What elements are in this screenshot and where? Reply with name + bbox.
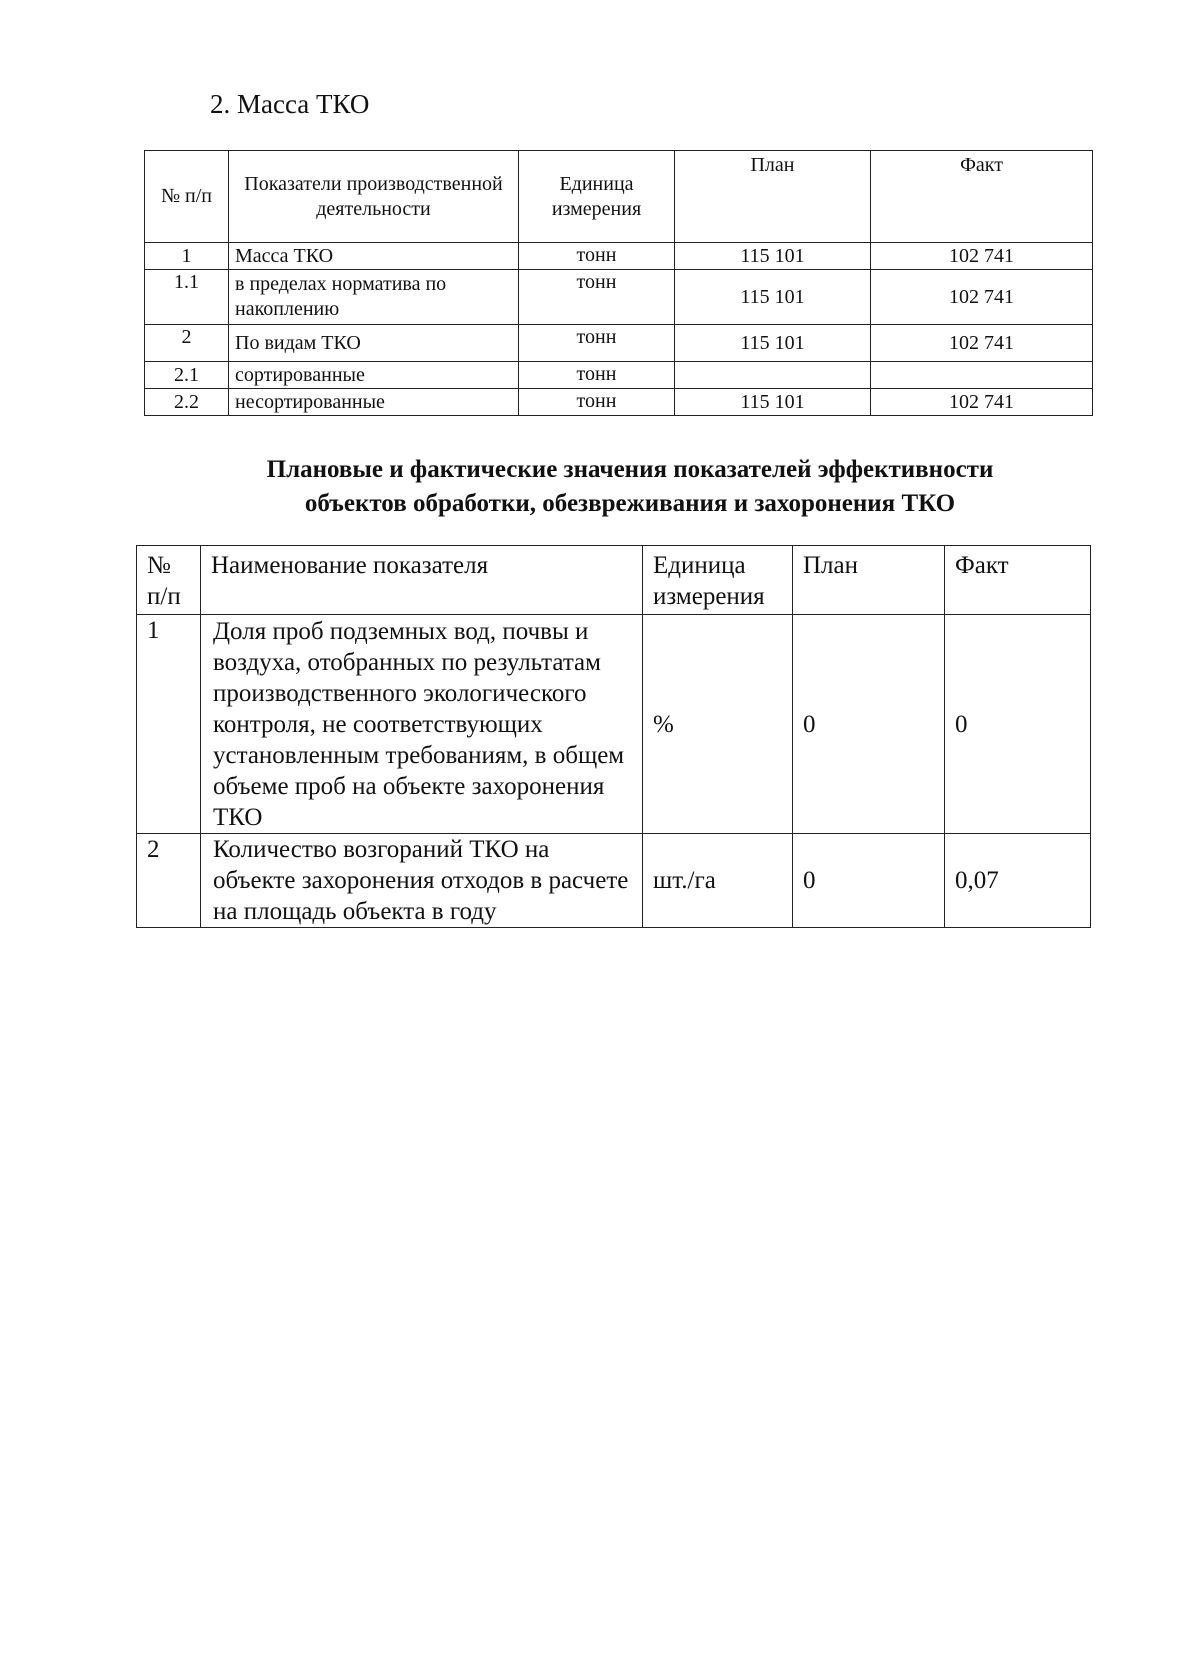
cell-unit: тонн	[519, 389, 675, 416]
cell-fact: 102 741	[871, 243, 1093, 270]
efficiency-heading	[180, 453, 1080, 521]
cell-num: 2.2	[145, 389, 229, 416]
table-row	[137, 615, 1091, 834]
cell-name: Масса ТКО	[229, 243, 519, 270]
table-row	[145, 325, 1093, 362]
cell-num: 1.1	[145, 270, 229, 325]
table-header-row	[145, 151, 1093, 243]
header-indicator: Показатели производственной деятельности	[229, 151, 519, 243]
cell-unit: тонн	[519, 325, 675, 362]
table-row	[137, 834, 1091, 928]
cell-unit: тонн	[519, 270, 675, 325]
cell-fact: 102 741	[871, 270, 1093, 325]
header-num: № п/п	[145, 151, 229, 243]
section-title: 2. Масса ТКО	[210, 89, 370, 119]
cell-name: По видам ТКО	[229, 325, 519, 362]
cell-fact: 102 741	[871, 325, 1093, 362]
cell-plan	[675, 362, 871, 389]
efficiency-heading-line2: объектов обработки, обезвреживания и захоронения ТКО	[304, 490, 956, 517]
cell-plan: 0	[793, 834, 945, 928]
table-row	[145, 243, 1093, 270]
cell-fact: 0,07	[945, 834, 1091, 928]
table-row	[145, 270, 1093, 325]
header-name: Наименование показателя	[201, 546, 643, 615]
table-row	[145, 389, 1093, 416]
cell-unit: тонн	[519, 243, 675, 270]
efficiency-table	[136, 545, 1091, 928]
cell-num: 2	[145, 325, 229, 362]
cell-unit: шт./га	[643, 834, 793, 928]
header-unit: Единица измерения	[519, 151, 675, 243]
header-fact: Факт	[871, 151, 1093, 243]
header-num: № п/п	[137, 546, 201, 615]
table-row	[145, 362, 1093, 389]
cell-plan: 115 101	[675, 270, 871, 325]
header-unit: Единица измерения	[643, 546, 793, 615]
cell-unit: %	[643, 615, 793, 834]
header-plan: План	[793, 546, 945, 615]
cell-plan: 115 101	[675, 389, 871, 416]
header-plan: План	[675, 151, 871, 243]
table-header-row	[137, 546, 1091, 615]
cell-name: в пределах норматива по накоплению	[229, 270, 519, 325]
header-fact: Факт	[945, 546, 1091, 615]
cell-fact	[871, 362, 1093, 389]
mass-table	[144, 150, 1093, 416]
cell-name: Количество возгораний ТКО на объекте захоронения отходов в расчете на площадь объекта в году	[201, 834, 643, 928]
cell-num: 1	[145, 243, 229, 270]
cell-name: несортированные	[229, 389, 519, 416]
cell-plan: 0	[793, 615, 945, 834]
cell-plan: 115 101	[675, 243, 871, 270]
cell-num: 1	[137, 615, 201, 834]
cell-name: Доля проб подземных вод, почвы и воздуха, отобранных по результатам производственного экологического контроля, не соответствующих установленным требованиям, в общем объеме проб на объекте захоронения ТКО	[201, 615, 643, 834]
cell-unit: тонн	[519, 362, 675, 389]
efficiency-heading-line1: Плановые и фактические значения показателей эффективности	[266, 456, 994, 483]
cell-plan: 115 101	[675, 325, 871, 362]
cell-num: 2	[137, 834, 201, 928]
cell-fact: 0	[945, 615, 1091, 834]
cell-fact: 102 741	[871, 389, 1093, 416]
cell-num: 2.1	[145, 362, 229, 389]
cell-name: сортированные	[229, 362, 519, 389]
